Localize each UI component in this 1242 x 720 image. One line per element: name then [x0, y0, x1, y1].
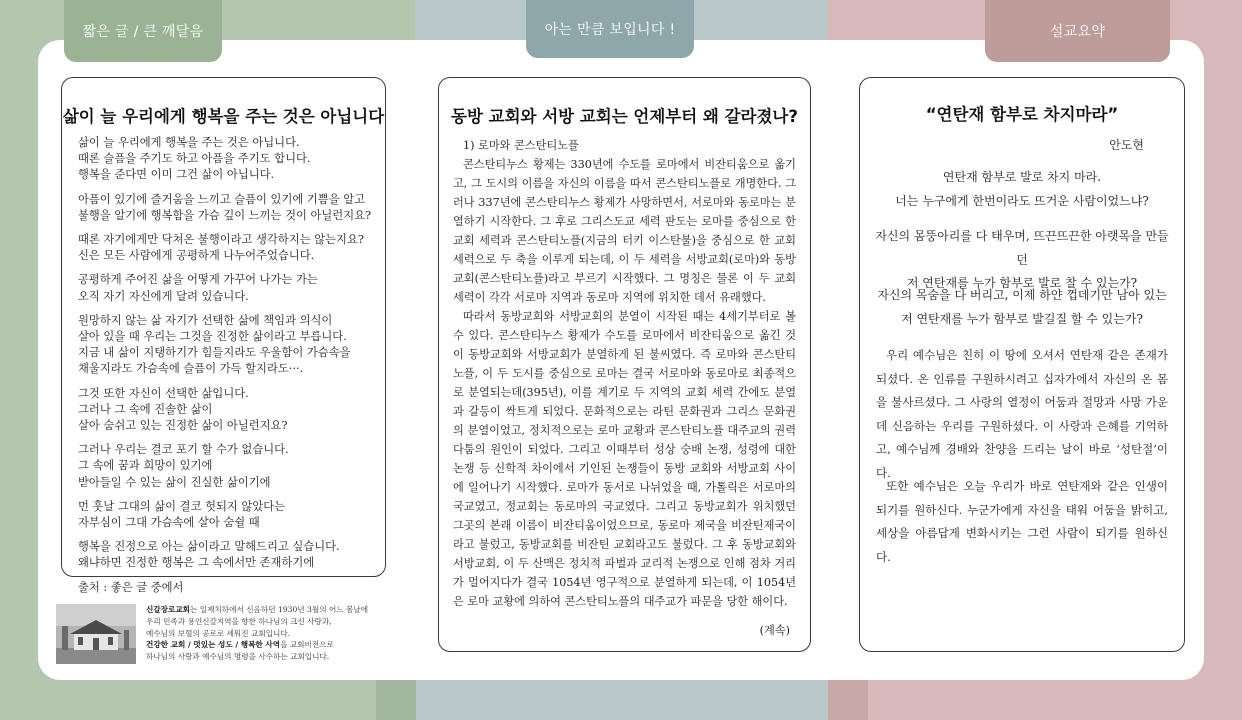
sermon-card — [859, 77, 1185, 652]
sermon-paragraph — [876, 344, 1168, 485]
church-building-image — [56, 604, 136, 664]
verse-text: 자신의 목숨을 다 버리고, 이제 하얀 껍데기만 남아 있는 저 연탄재를 누가 함부로 발길질 할 수 있는가? — [877, 288, 1167, 326]
tab-short-writing: 짧은 글 / 큰 깨달음 — [64, 0, 222, 62]
tab-sermon-summary: 설교요약 — [985, 0, 1170, 62]
short-writing-card — [61, 77, 386, 594]
sermon-paragraph — [876, 475, 1168, 569]
sermon-text: 또한 예수님은 오늘 우리가 바로 연탄재와 같은 인생이 되기를 원하신다. 누군가에게 자신을 태워 어둠을 밝히고, 세상을 아름답게 변화시키는 그런 사람이 되기를 원하신다. — [876, 479, 1168, 564]
poem-stanza: 때론 자기에게만 닥쳐온 불행이라고 생각하지는 않는지요? 신은 모든 사람에게 공평하게 나누어주었습니다. — [78, 233, 364, 263]
church-motto-rest: 을 교회비전으로 — [280, 640, 334, 650]
church-intro-line: 우리 민족과 용인신갈지역을 향한 하나님의 크신 사랑과, — [146, 616, 332, 626]
poem-source: 출처 : 좋은 글 중에서 — [78, 580, 184, 594]
church-intro: 는 일제치하에서 신음하던 1930년 3월의 어느 봄날에 — [190, 605, 369, 614]
poem-stanza: 공평하게 주어진 삶을 어떻게 가꾸어 나가는 가는 오직 자기 자신에게 달려 있습니다. — [78, 273, 318, 303]
poem-stanza: 삶이 늘 우리에게 행복을 주는 것은 아닙니다. 때론 슬픔을 주기도 하고 아픔을 주기도 합니다. 행복을 준다면 이미 그건 삶이 아닙니다. — [78, 136, 311, 182]
sermon-text: 우리 예수님은 친히 이 땅에 오셔서 연탄재 같은 존재가 되셨다. 온 인류를 구원하시려고 십자가에서 자신의 온 몸을 불사르셨다. 그 사랑의 열정이 어둠과 절망과 사망 가운데 신음하는 우리를 구원하셨다. 이 사랑과 은혜를 기억하고, 예수님께 경배와 찬양을 드리는 날이 바로 ‘성탄절’이다. — [876, 348, 1168, 480]
bottom-strip-right — [828, 680, 868, 720]
church-intro-line: 하나님의 사랑과 예수님의 명령을 사수하는 교회입니다. — [146, 652, 330, 662]
sermon-verse — [874, 166, 1170, 213]
poem-stanza: 그것 또한 자신이 선택한 삶입니다. 그러나 그 속에 진솔한 삶이 살아 숨쉬고 있는 진정한 삶이 아닐런지요? — [78, 386, 288, 433]
verse-text: 연탄재 함부로 발로 차지 마라. 너는 누구에게 한번이라도 뜨거운 사람이었느냐? — [895, 170, 1149, 208]
church-history-body — [453, 136, 796, 611]
poem-stanza: 행복을 진정으로 아는 삶이라고 말해드리고 싶습니다. 왜냐하면 진정한 행복은 그 속에서만 존재하기에 — [78, 540, 340, 570]
church-introduction — [146, 604, 382, 663]
short-writing-title: 삶이 늘 우리에게 행복을 주는 것은 아닙니다 — [62, 107, 385, 126]
section-subheading: 1) 로마와 콘스탄티노플 — [463, 139, 579, 152]
history-paragraph: 콘스탄티누스 황제는 330년에 수도를 로마에서 비잔티움으로 옮기고, 그 도시의 이름을 자신의 이름을 따서 콘스탄티노플로 개명한다. 그러나 337년에 콘스탄티누스 황제가 사망하면서, 서로마와 동로마는 분열하기 시작한다. 그 후로 그리스도교 세력 판도는 로마를 중심으로 한 교회 세력과 콘스탄티노플(지금의 터키 이스탄불)을 중심으로 한 교회 세력으로 두 축을 이루게 되는데, 이 두 세력을 서방교회(로마)와 동방 교회(콘스탄티노플)라고 부르기 시작했다. 그 명칭은 물론 이 두 교회 세력이 각각 서로마 지역과 동로마 지역에 위치한 데서 유래했다. — [453, 158, 796, 304]
poem-stanza: 원망하지 않는 삶 자기가 선택한 삶에 책임과 의식이 살아 있을 때 우리는 그것을 진정한 삶이라고 부릅니다. 지금 내 삶이 지탱하기가 힘들지라도 우울함이 가슴속을 채울지라도 가슴속에 슬픔이 가득 할지라도···. — [78, 313, 351, 376]
church-name: 신갈장로교회 — [146, 605, 191, 614]
poem-stanza: 먼 훗날 그대의 삶이 결코 헛되지 않았다는 자부심이 그대 가슴속에 살아 숨쉴 때 — [78, 499, 286, 530]
poem-body — [78, 135, 375, 604]
church-intro-line: 예수님의 보혈의 공로로 세워진 교회입니다. — [146, 628, 291, 638]
continued-note: (계속) — [759, 624, 790, 637]
verse-text: 자신의 몸뚱아리를 다 태우며, 뜨끈뜨끈한 아랫목을 만들던 저 연탄재를 누가 함부로 발로 찰 수 있는가? — [875, 229, 1169, 290]
sermon-verse — [874, 284, 1170, 331]
sermon-author: 안도현 — [1109, 138, 1144, 152]
church-history-title: 동방 교회와 서방 교회는 언제부터 왜 갈라졌나? — [451, 107, 798, 126]
poem-stanza: 아픔이 있기에 즐거움을 느끼고 슬픔이 있기에 기쁨을 알고 불행을 알기에 행복함을 가슴 깊이 느끼는 것이 아닐런지요? — [78, 192, 372, 222]
church-photo — [56, 604, 136, 664]
bottom-strip-left — [376, 680, 416, 720]
sermon-title: “연탄재 함부로 차지마라” — [925, 105, 1119, 124]
tab-know-and-see: 아는 만큼 보입니다 ! — [526, 0, 694, 58]
church-history-card — [438, 77, 811, 652]
history-paragraph: 따라서 동방교회와 서방교회의 분열이 시작된 때는 4세기부터로 볼 수 있다. 콘스탄티누스 황제가 수도를 로마에서 비잔티움으로 옮긴 것이 동방교회와 서방교회가 분열하게 된 불씨였다. 즉 로마와 콘스탄티노플, 이 두 도시를 중심으로 로마는 결국 서로마와 동로마로 최종적으로 분열되는데(395년), 이를 계기로 두 지역의 교회 세력 간에도 분열과 갈등이 싹트게 되었다. 문화적으로는 라틴 문화권과 그리스 문화권의 분열이었고, 정치적으로는 로마 교황과 콘스탄티노플 대주교의 권력다툼의 원인이 되었다. 그리고 이때부터 성상 숭배 논쟁, 성령에 대한 논쟁 등 신학적 차이에서 기인된 논쟁들이 동방 교회와 서방교회 사이에 일어나기 시작했다. 로마가 동서로 나뉘었을 때, 가톨릭은 서로마의 국교였고, 정교회는 동로마의 국교였다. 그리고 동방교회가 위치했던 그곳의 본래 이름이 비잔티움이었으므로, 동로마 제국을 비잔틴제국이라고 불렀고, 동방교회를 비잔틴 교회라고도 불렀다. 그 후 동방교회와 서방교회, 이 두 산맥은 정치적 파벌과 교리적 논쟁으로 인해 점차 거리가 멀어지다가 결국 1054년 영구적으로 분열하게 되는데, 이 1054년은 로마 교황에 의하여 콘스탄티노플의 대주교가 파문을 당한 해이다. — [453, 310, 796, 608]
church-motto: 건강한 교회 / 멋있는 성도 / 행복한 사역 — [146, 640, 281, 650]
poem-stanza: 그러나 우리는 결코 포기 할 수가 없습니다. 그 속에 꿈과 희망이 있기에 받아들일 수 있는 삶이 진실한 삶이기에 — [78, 443, 289, 489]
